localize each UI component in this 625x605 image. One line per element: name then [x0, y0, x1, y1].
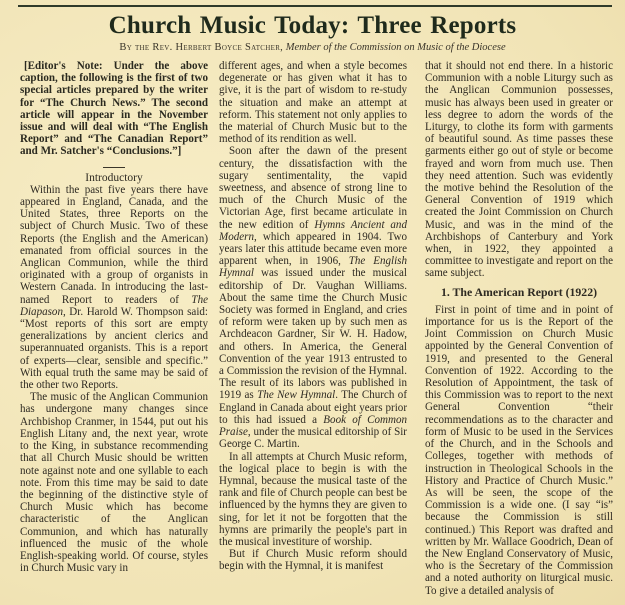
section-heading-american-report: 1. The American Report (1922)	[440, 284, 598, 299]
column-3	[425, 60, 613, 597]
paragraph: that it should not end there. In a historic Communion with a noble Liturgy such as the Anglican Communion possesses, music has always been used in greater or less degree to adorn the words of the Liturgy, to clothe its form with garments of beautiful sound. As time passes these garments either go out of style or become frayed and worn from much use. Then they need attention. Such was evidently the motive behind the Resolution of the General Convention of 1919 which created the Joint Commission on Church Music, and was in the mind of the Archbishops of Canterbury and York when, in 1922, they appointed a committee to investigate and report on the same subject.	[425, 60, 613, 280]
paragraph: different ages, and when a style becomes degenerate or has given what it has to give, it is the part of wisdom to re-study the situation and make an attempt at reform. This statement not only applies to the material of Church Music but to the method of its rendition as well.	[219, 60, 407, 146]
editors-note: [Editor's Note: Under the above caption, the following is the first of two special articles prepared by the writer for “The Church News.” The second article will appear in the November issue and will deal with “The English Report” and “The Canadian Report” and Mr. Satcher's “Conclusions.”]	[20, 60, 208, 158]
paragraph: The music of the Anglican Communion has undergone many changes since Archbishop Cranmer, in 1544, put out his English Litany and, the next year, wrote to the King, in substance recommending that all Church Music should be written note against note and one syllable to each note. From this time may be said to date the beginning of the distinctive style of Church Music which has become characteristic of the Anglican Communion, and which has naturally influenced the music of the whole English-speaking world. Of course, styles in Church Music vary in	[20, 391, 208, 575]
byline	[0, 42, 625, 53]
text-run: , Dr. Harold W. Thompson said: “Most reports of this sort are empty generalizations by ancient clerics and superannuated organists. This is a report of experts—clear, sensible and specific.” With equal truth the same may be said of the other two Reports.	[20, 305, 208, 392]
byline-affiliation: Member of the Commission on Music of the Diocese	[285, 42, 506, 53]
publication-title: Hymns Ancient and Modern	[219, 218, 407, 243]
paragraph: In all attempts at Church Music reform, the logical place to begin is with the Hymnal, because the musical taste of the rank and file of Church people can best be influenced by the hymns they are given to sing, for let it not be forgotten that the hymns are primarily the people's part in the musical investiture of worship.	[219, 450, 407, 548]
byline-author: By the Rev. Herbert Boyce Satcher,	[119, 42, 284, 53]
text-run: , under the musical editorship of Sir George C. Martin.	[219, 426, 407, 451]
publication-title: The Diapason	[20, 293, 208, 318]
text-run: , which appeared in 1904. Two years later this attitude became even more apparent when, in 1906,	[219, 230, 407, 268]
publication-title: The New Hymnal	[257, 389, 336, 402]
article-title: Church Music Today: Three Reports	[108, 12, 517, 39]
text-run: was issued under the musical editorship of Dr. Vaughan Williams. About the same time the Church Music Society was formed in England, and cries of reform were taken up by such men as Archdeacon Gardner, Sir W. H. Hadow, and others. In America, the General Convention of the year 1913 entrusted to a Commission the revision of the Hymnal. The result of its labors was published in 1919 as	[219, 267, 407, 402]
header-rule	[18, 5, 612, 7]
paragraph: But if Church Music reform should begin with the Hymnal, it is manifest	[219, 548, 407, 573]
text-run: Soon after the dawn of the present century, the dissatisfaction with the sugary sentimentality, the vapid sweetness, and absence of strong line to much of the Church Music of the Victorian Age, first became articulate in the new edition of	[219, 145, 407, 231]
publication-title: The English Hymnal	[219, 255, 407, 280]
column-1	[20, 60, 208, 574]
publication-title: Book of Common Praise	[219, 413, 407, 439]
column-2	[219, 60, 407, 573]
text-run: Within the past five years there have appeared in England, Canada, and the United States, three Reports on the subject of Church Music. Two of these Reports (the English and the American) emanated from official sources in the Anglican Communion, while the third originated with a group of organists in Western Canada. In introducing the last-named Report to readers of	[20, 183, 208, 306]
paragraph	[20, 184, 208, 391]
paragraph: First in point of time and in point of importance for us is the Report of the Joint Commission on Church Music appointed by the General Convention of 1919, and presented to the General Convention of 1922. According to the Resolution of Appointment, the task of this Commission was to report to the next General Convention “their recommendations as to the character and form of Music to be used in the Services of the Church, and in the Schools and Colleges, together with methods of instruction in Theological Schools in the History and Practice of Church Music.” As will be seen, the scope of the Commission is a wide one. (I say “is” because the Commission is still continued.) This Report was drafted and written by Mr. Wallace Goodrich, Dean of the New England Conservatory of Music, who is the Secretary of the Commission and a noted authority on liturgical music. To give a detailed analysis of	[425, 303, 613, 597]
section-divider	[103, 167, 125, 168]
paragraph	[219, 145, 407, 450]
section-heading-introductory: Introductory	[85, 171, 143, 184]
text-run: . The Church of England in Canada about eight years prior to this had issued a	[219, 389, 407, 426]
